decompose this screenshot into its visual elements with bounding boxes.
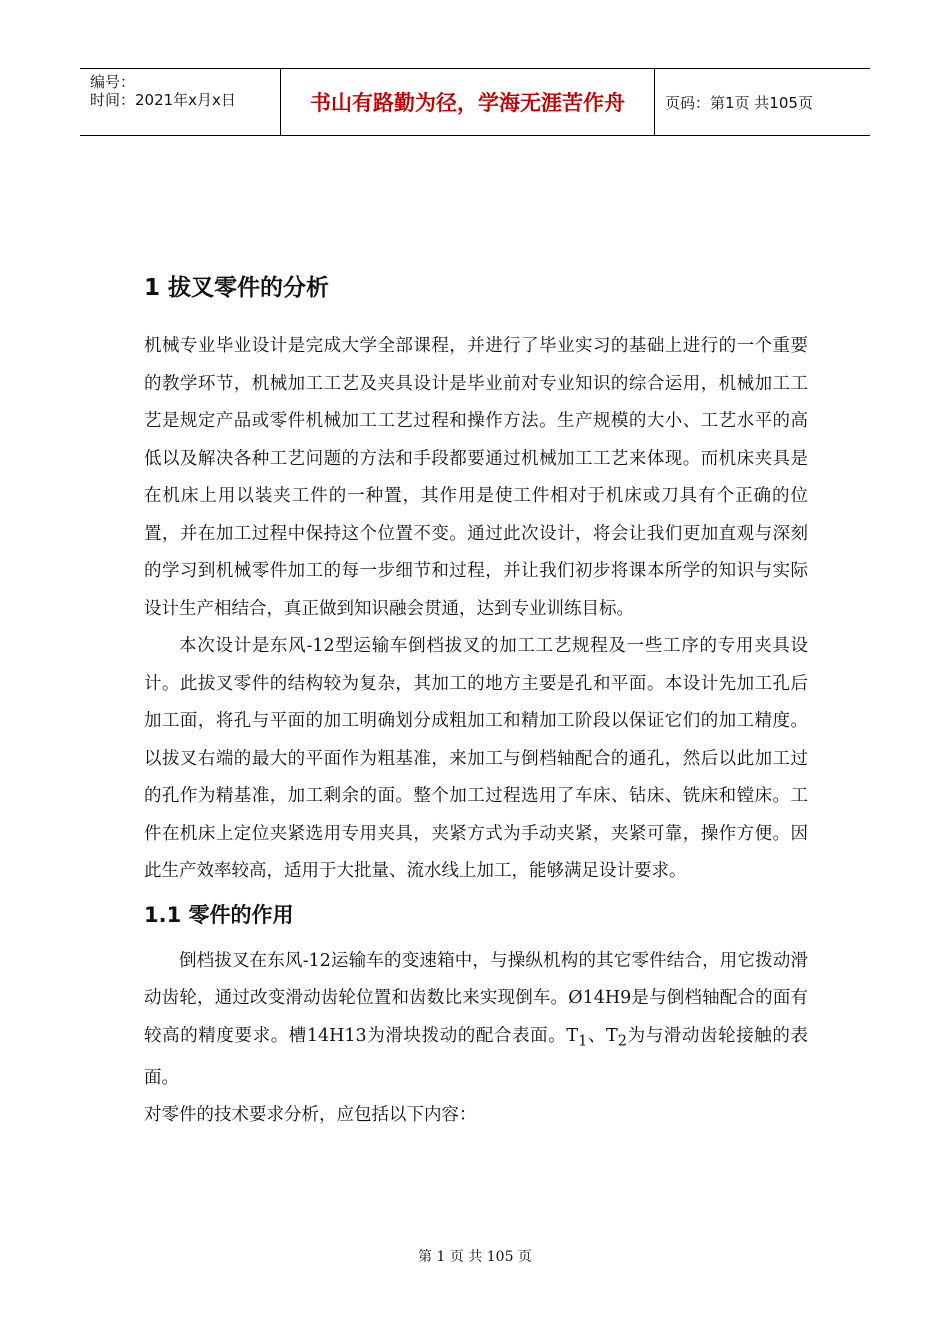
header-page-info: 页码：第1页 共105页	[665, 93, 813, 112]
paragraph-requirements: 对零件的技术要求分析，应包括以下内容：	[144, 1105, 477, 1125]
section-title: 1 拔叉零件的分析	[144, 275, 330, 301]
subscript-1: 1	[578, 1032, 588, 1049]
page-footer: 第 1 页 共 105 页	[418, 1249, 532, 1265]
paragraph-function-text-c: 为与滑动齿轮接触的表面。	[144, 1025, 808, 1088]
code-label: 编号：	[90, 73, 136, 91]
paragraph-intro: 机械专业毕业设计是完成大学全部课程，并进行了毕业实习的基础上进行的一个重要的教学环节，机械加工工艺及夹具设计是毕业前对专业知识的综合运用，机械加工工艺是规定产品或零件机械加工工艺过程和操作方法。生产规模的大小、工艺水平的高低以及解决各种工艺问题的方法和手段都要通过机械加工工艺来体现。而机床夹具是在机床上用以装夹工件的一种置，其作用是使工件相对于机床或刀具有个正确的位置，并在加工过程中保持这个位置不变。通过此次设计，将会让我们更加直观与深刻的学习到机械零件加工的每一步细节和过程，并让我们初步将课本所学的知识与实际设计生产相结合，真正做到知识融会贯通，达到专业训练目标。	[144, 336, 808, 619]
subscript-2: 2	[617, 1032, 627, 1049]
subsection-title: 1.1 零件的作用	[144, 902, 294, 927]
paragraph-design: 本次设计是东风-12型运输车倒档拔叉的加工工艺规程及一些工序的专用夹具设计。此拔叉零件的结构较为复杂，其加工的地方主要是孔和平面。本设计先加工孔后加工面，将孔与平面的加工明确划分成粗加工和精加工阶段以保证它们的加工精度。以拔叉右端的最大的平面作为粗基准，来加工与倒档轴配合的通孔，然后以此加工过的孔作为精基准，加工剩余的面。整个加工过程选用了车床、钻床、铣床和镗床。工件在机床上定位夹紧选用专用夹具，夹紧方式为手动夹紧，夹紧可靠，操作方便。因此生产效率较高，适用于大批量、流水线上加工，能够满足设计要求。	[144, 636, 808, 881]
paragraph-function-text-a: 倒档拔叉在东风-12运输车的变速箱中，与操纵机构的其它零件结合，用它拨动滑动齿轮，通过改变滑动齿轮位置和齿数比来实现倒车。Ø14H9是与倒档轴配合的面有较高的精度要求。槽14H13为滑块拨动的配合表面。T	[144, 950, 808, 1046]
date-label: 时间：2021年x月x日	[90, 91, 236, 109]
document-body	[144, 270, 808, 1135]
header-motto: 书山有路勤为径，学海无涯苦作舟	[281, 69, 655, 135]
page-header	[80, 68, 870, 136]
paragraph-function	[144, 943, 808, 1098]
paragraph-function-text-b: 、T	[587, 1025, 618, 1046]
header-meta	[80, 69, 281, 135]
